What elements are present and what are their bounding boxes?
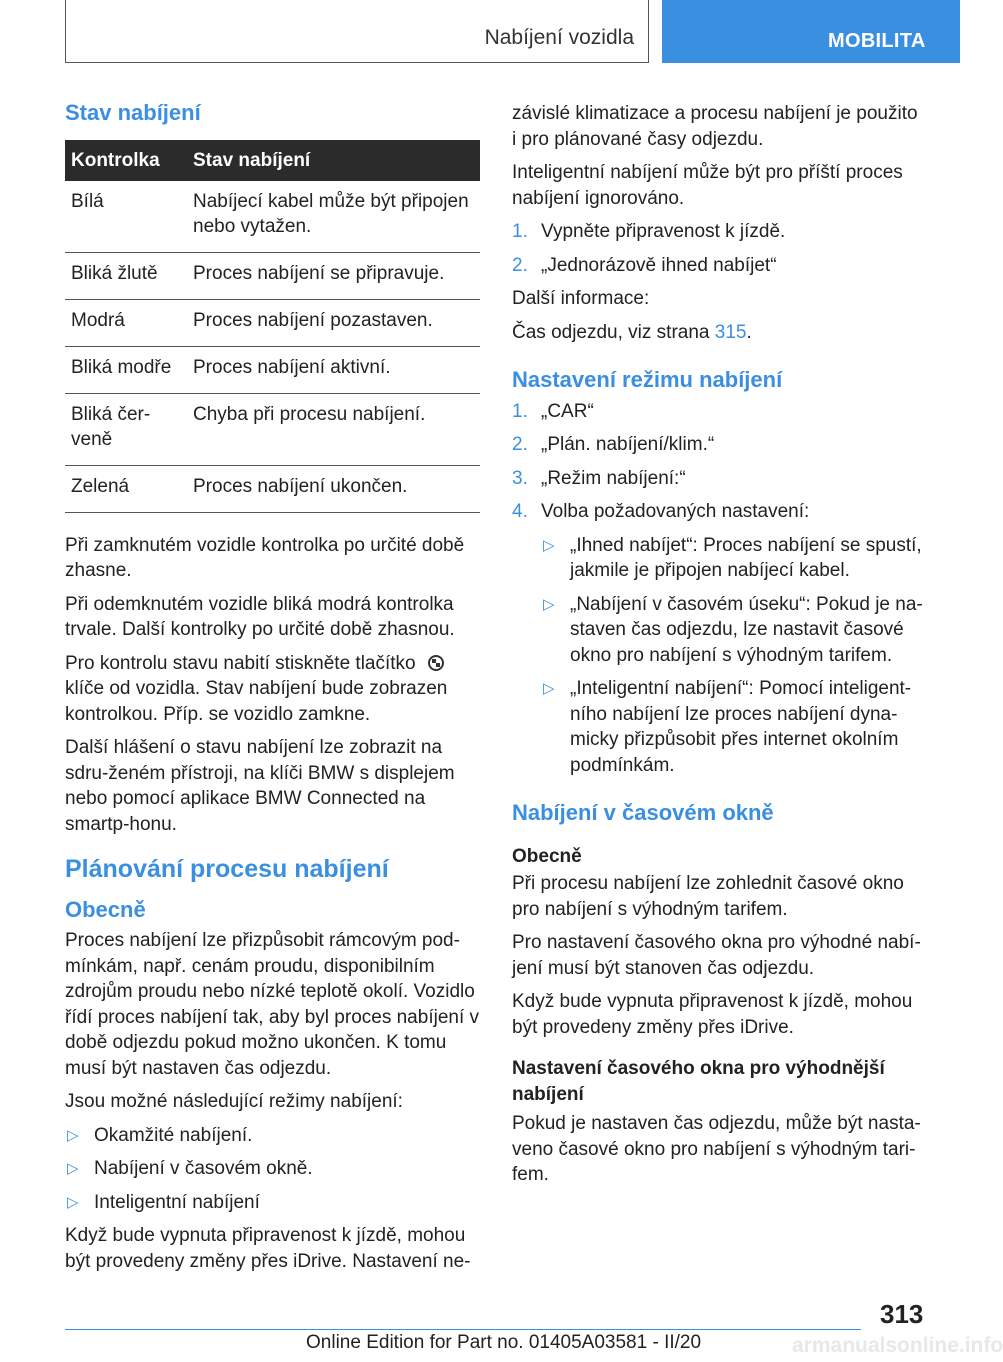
list-item: [512, 253, 927, 279]
table-cell: Proces nabíjení se připravuje.: [187, 252, 480, 299]
watermark-brand: armanualsonline.info: [792, 1334, 1003, 1357]
table-header-cell: Kontrolka: [65, 140, 187, 181]
status-heading: Stav nabíjení: [65, 100, 201, 125]
step-number: 3.: [512, 467, 528, 489]
status-table: [65, 140, 480, 513]
list-item-text: „Inteligentní nabíjení“: Pomocí inteligent-ního nabíjení lze proces nabíjení dyna-micky přizpůsobit přes internet okolním podmínkám.: [570, 678, 912, 776]
step-number: 2.: [512, 254, 528, 276]
table-cell: Nabíjecí kabel může být připojen nebo vytažen.: [187, 181, 480, 253]
paragraph: Proces nabíjení lze přizpůsobit rámcovým pod-mínkám, např. cenám proudu, disponibilním zdrojům proudu nebo nízké teplotě okolí. Vozidlo řídí proces nabíjení tak, aby byl proces nabíjení v době odjezdu pokud možno ukončen. K tomu musí být nastaven čas odjezdu.: [65, 930, 480, 1079]
section-title: Nabíjení vozidla: [484, 26, 634, 49]
paragraph: Když bude vypnuta připravenost k jízdě, mohou být provedeny změny přes iDrive.: [512, 991, 913, 1038]
triangle-bullet-icon: ▷: [67, 1160, 79, 1177]
table-row: [65, 252, 480, 299]
paragraph-text: klíče od vozidla. Stav nabíjení bude zobrazen kontrolkou. Příp. se vozidlo zamkne.: [65, 678, 448, 725]
triangle-bullet-icon: ▷: [67, 1193, 79, 1211]
options-list: [541, 533, 927, 779]
list-item: [65, 1156, 480, 1182]
steps-list: [512, 219, 927, 278]
footer-divider: [65, 1329, 861, 1330]
table-cell: Chyba při procesu nabíjení.: [187, 393, 480, 465]
table-cell: Proces nabíjení ukončen.: [187, 465, 480, 512]
table-cell: Bliká žlutě: [65, 252, 187, 299]
list-item: [512, 499, 927, 525]
triangle-bullet-icon: ▷: [543, 536, 555, 554]
paragraph: Další hlášení o stavu nabíjení lze zobrazit na sdru-ženém přístroji, na klíči BMW s displejem nebo pomocí aplikace BMW Connected na smartp-honu.: [65, 737, 455, 835]
list-item: [65, 1123, 480, 1149]
list-item-text: Nabíjení v časovém okně.: [94, 1158, 313, 1179]
list-item: [541, 533, 927, 584]
left-column: [65, 100, 480, 1282]
paragraph: Při zamknutém vozidle kontrolka po určité době zhasne.: [65, 534, 465, 581]
step-text: Volba požadovaných nastavení:: [541, 501, 810, 522]
paragraph: Další informace:: [512, 288, 650, 309]
table-row: [65, 299, 480, 346]
table-cell: Modrá: [65, 299, 187, 346]
table-cell: Bliká čer-veně: [65, 393, 187, 465]
table-cell: Proces nabíjení aktivní.: [187, 346, 480, 393]
paragraph: [512, 320, 927, 346]
list-item: [541, 592, 927, 669]
table-row: [65, 393, 480, 465]
triangle-bullet-icon: ▷: [543, 595, 555, 613]
table-cell: Zelená: [65, 465, 187, 512]
step-text: „Plán. nabíjení/klim.“: [541, 434, 715, 455]
step-text: Vypněte připravenost k jízdě.: [541, 221, 786, 242]
list-item: [512, 219, 927, 245]
general-heading: Obecně: [65, 896, 146, 922]
paragraph: Při odemknutém vozidle bliká modrá kontrolka trvale. Další kontrolky po určité době zhasnou.: [65, 593, 455, 640]
list-item: [541, 676, 927, 778]
paragraph-text: .: [746, 321, 752, 343]
list-item: [512, 466, 927, 492]
step-text: „Jednorázově ihned nabíjet“: [541, 254, 777, 276]
triangle-bullet-icon: ▷: [67, 1126, 79, 1144]
list-item-text: „Ihned nabíjet“: Proces nabíjení se spustí, jakmile je připojen nabíjecí kabel.: [570, 534, 922, 581]
step-number: 4.: [512, 501, 528, 522]
charging-modes-list: [65, 1123, 480, 1216]
step-number: 1.: [512, 221, 528, 242]
page-reference-link[interactable]: 315: [714, 321, 747, 343]
chapter-tab: MOBILITA: [662, 0, 960, 63]
list-item-text: Okamžité nabíjení.: [94, 1124, 253, 1146]
paragraph: závislé klimatizace a procesu nabíjení je použito i pro plánované časy odjezdu.: [512, 103, 918, 150]
bmw-key-button-icon: [428, 655, 444, 671]
table-cell: Bílá: [65, 181, 187, 253]
mode-steps-list: [512, 399, 927, 525]
page-number: 313: [880, 1299, 924, 1329]
paragraph: Při procesu nabíjení lze zohlednit časové okno pro nabíjení s výhodným tarifem.: [512, 873, 904, 920]
list-item: [512, 432, 927, 458]
list-item-text: „Nabíjení v časovém úseku“: Pokud je na-staven čas odjezdu, lze nastavit časové okno pro nabíjení s výhodným tarifem.: [570, 593, 923, 666]
paragraph: Jsou možné následující režimy nabíjení:: [65, 1091, 403, 1112]
step-text: „Režim nabíjení:“: [541, 467, 686, 489]
paragraph: Inteligentní nabíjení může být pro příští proces nabíjení ignorováno.: [512, 162, 903, 209]
table-cell: Bliká modře: [65, 346, 187, 393]
table-header-cell: Stav nabíjení: [187, 140, 480, 181]
list-item: [65, 1190, 480, 1216]
table-row: [65, 181, 480, 253]
step-number: 1.: [512, 400, 528, 422]
paragraph: Pro nastavení časového okna pro výhodné nabí-jení musí být stanoven čas odjezdu.: [512, 932, 921, 979]
paragraph: [65, 651, 480, 728]
mode-heading: Nastavení režimu nabíjení: [512, 367, 783, 392]
header-box: [65, 0, 649, 63]
table-header-row: [65, 140, 480, 181]
general-subheading: Obecně: [512, 845, 582, 867]
step-number: 2.: [512, 434, 528, 455]
step-text: „CAR“: [541, 400, 594, 422]
list-item: [512, 399, 927, 425]
table-cell: Proces nabíjení pozastaven.: [187, 299, 480, 346]
paragraph: Když bude vypnuta připravenost k jízdě, mohou být provedeny změny přes iDrive. Nastavení ne-: [65, 1225, 471, 1272]
paragraph-text: Čas odjezdu, viz strana: [512, 321, 710, 343]
table-row: [65, 465, 480, 512]
window-setting-heading: Nastavení časového okna pro výhodnější nabíjení: [512, 1058, 885, 1105]
planning-heading: Plánování procesu nabíjení: [65, 855, 389, 883]
paragraph: Pokud je nastaven čas odjezdu, může být nasta-veno časové okno pro nabíjení s výhodným tari-fem.: [512, 1113, 921, 1185]
window-heading: Nabíjení v časovém okně: [512, 800, 774, 825]
triangle-bullet-icon: ▷: [543, 680, 555, 697]
edition-text: Online Edition for Part no. 01405A03581 - II/20: [306, 1332, 702, 1353]
table-row: [65, 346, 480, 393]
right-column: [512, 101, 927, 1196]
paragraph-text: Pro kontrolu stavu nabití stiskněte tlačítko: [65, 652, 416, 674]
list-item-text: Inteligentní nabíjení: [94, 1191, 260, 1213]
